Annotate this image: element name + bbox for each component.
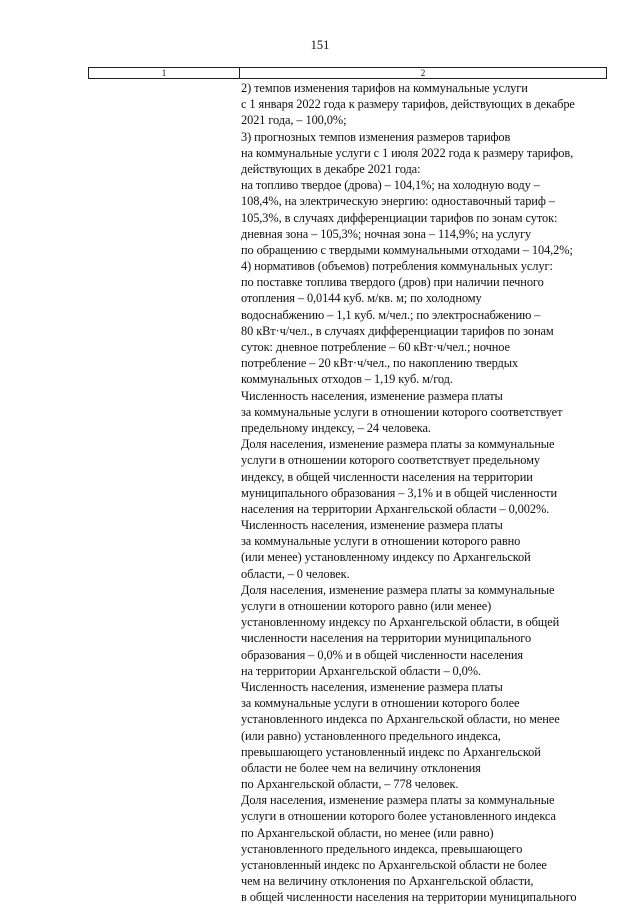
document-body	[241, 80, 607, 906]
text-line: дневная зона – 105,3%; ночная зона – 114,9%; на услугу	[241, 226, 532, 241]
text-line: Численность населения, изменение размера платы	[241, 518, 503, 533]
text-line: Доля населения, изменение размера платы за коммунальные	[241, 437, 555, 452]
text-line: Доля населения, изменение размера платы за коммунальные	[241, 793, 555, 808]
text-line: 2) темпов изменения тарифов на коммунальные услуги	[241, 81, 528, 95]
text-line: за коммунальные услуги в отношении которого более	[241, 696, 520, 711]
text-line: Численность населения, изменение размера платы	[241, 679, 503, 694]
text-line: муниципального образования – 3,1% и в общей численности	[241, 485, 557, 500]
table-header-row	[88, 67, 607, 79]
text-line: индексу, в общей численности населения на территории	[241, 469, 533, 484]
text-line: 80 кВт·ч/чел., в случаях дифференциации тарифов по зонам	[241, 323, 554, 338]
text-line: в общей численности населения на территории муниципального	[241, 890, 577, 905]
text-line: численности населения на территории муниципального	[241, 631, 532, 646]
text-line: по Архангельской области, но менее (или равно)	[241, 825, 494, 840]
text-line: с 1 января 2022 года к размеру тарифов, действующих в декабре	[241, 97, 575, 112]
text-line: (или равно) установленного предельного индекса,	[241, 728, 501, 743]
text-line: на территории Архангельской области – 0,0%.	[241, 663, 481, 678]
text-line: отопления – 0,0144 куб. м/кв. м; по холодному	[241, 291, 482, 306]
table-header-col-1: 1	[89, 68, 240, 78]
text-line: установленного предельного индекса, превышающего	[241, 841, 523, 856]
text-line: потребление – 20 кВт·ч/чел., по накоплению твердых	[241, 356, 519, 371]
text-line: водоснабжению – 1,1 куб. м/чел.; по электроснабжению –	[241, 307, 541, 322]
text-line: Доля населения, изменение размера платы за коммунальные	[241, 582, 555, 597]
page-number: 151	[310, 38, 330, 52]
text-line: действующих в декабре 2021 года:	[241, 161, 421, 176]
text-line: предельному индексу, – 24 человека.	[241, 420, 431, 435]
text-line: за коммунальные услуги в отношении которого равно	[241, 534, 521, 549]
text-line: на топливо твердое (дрова) – 104,1%; на холодную воду –	[241, 178, 540, 193]
table-header-col-2: 2	[420, 68, 426, 78]
text-line: услуги в отношении которого соответствует предельному	[241, 453, 540, 468]
text-line: установленный индекс по Архангельской области не более	[241, 858, 547, 872]
text-line: области, – 0 человек.	[241, 566, 350, 581]
text-line: 2021 года, – 100,0%;	[241, 113, 347, 128]
text-line: области не более чем на величину отклонения	[241, 760, 481, 775]
text-line: по Архангельской области, – 778 человек.	[241, 777, 459, 792]
text-line: за коммунальные услуги в отношении которого соответствует	[241, 404, 563, 419]
text-line: (или менее) установленному индексу по Архангельской	[241, 550, 531, 565]
text-line: превышающего установленный индекс по Архангельской	[241, 744, 541, 759]
text-line: суток: дневное потребление – 60 кВт·ч/чел.; ночное	[241, 340, 510, 354]
text-line: установленного индекса по Архангельской области, но менее	[241, 712, 560, 727]
text-line: населения на территории Архангельской области – 0,002%.	[241, 501, 550, 516]
text-line: на коммунальные услуги с 1 июля 2022 года к размеру тарифов,	[241, 145, 574, 160]
text-line: по поставке топлива твердого (дров) при наличии печного	[241, 275, 544, 290]
text-line: коммунальных отходов – 1,19 куб. м/год.	[241, 372, 453, 387]
text-line: 108,4%, на электрическую энергию: одноставочный тариф –	[241, 194, 555, 209]
text-line: по обращению с твердыми коммунальными отходами – 104,2%;	[241, 242, 573, 257]
text-line: установленному индексу по Архангельской области, в общей	[241, 615, 560, 630]
text-line: услуги в отношении которого более установленного индекса	[241, 809, 556, 824]
text-line: услуги в отношении которого равно (или менее)	[241, 599, 492, 613]
text-line: 4) нормативов (объемов) потребления коммунальных услуг:	[241, 259, 553, 274]
text-line: 3) прогнозных темпов изменения размеров тарифов	[241, 129, 511, 144]
text-line: чем на величину отклонения по Архангельской области,	[241, 874, 534, 889]
text-line: 105,3%, в случаях дифференциации тарифов по зонам суток:	[241, 210, 558, 225]
text-line: образования – 0,0% и в общей численности населения	[241, 647, 523, 662]
text-line: Численность населения, изменение размера платы	[241, 388, 503, 403]
